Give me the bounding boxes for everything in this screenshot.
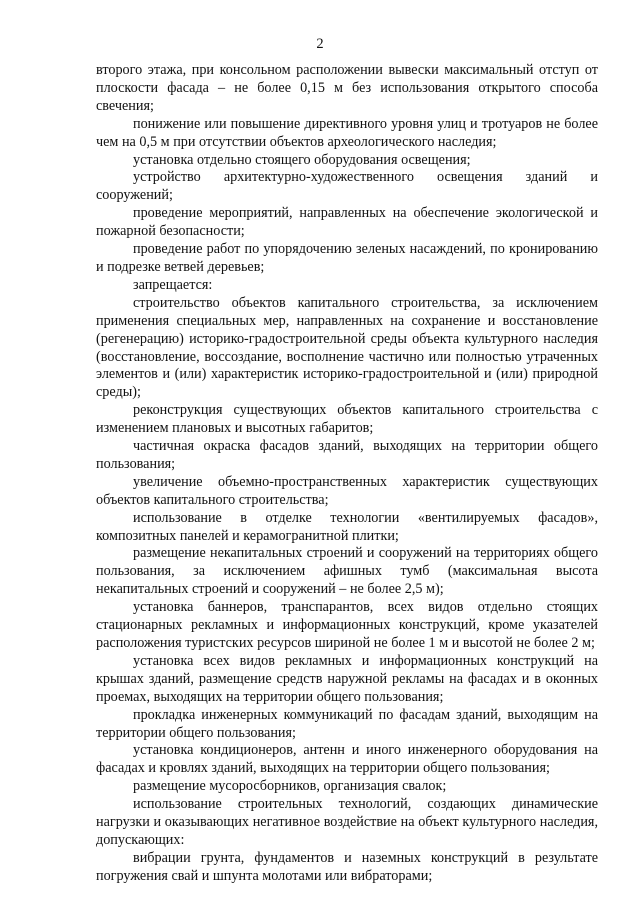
document-body (96, 62, 598, 886)
paragraph-volume-increase: увеличение объемно-пространственных характеристик существующих объектов капитального строительства; (96, 473, 598, 508)
paragraph-utility-lines: прокладка инженерных коммуникаций по фасадам зданий, выходящим на территории общего пользования; (96, 706, 598, 741)
paragraph-street-level: понижение или повышение директивного уровня улиц и тротуаров не более чем на 0,5 м при отсутствии объектов археологического наследия; (96, 115, 598, 150)
paragraph-safety-measures: проведение мероприятий, направленных на обеспечение экологической и пожарной безопасности; (96, 205, 598, 240)
paragraph-reconstruction: реконструкция существующих объектов капитального строительства с изменением плановых и высотных габаритов; (96, 402, 598, 437)
paragraph-facade-painting: частичная окраска фасадов зданий, выходящих на территории общего пользования; (96, 438, 598, 472)
paragraph-construction-technologies: использование строительных технологий, создающих динамические нагрузки и оказывающих негативное воздействие на объект культурного наследия, допускающих: (96, 796, 598, 848)
paragraph-banners: установка баннеров, транспарантов, всех видов отдельно стоящих стационарных рекламных и информационных конструкций, кроме указателей расположения туристских ресурсов шириной не более 1 м и высотой не более 2 м; (96, 599, 598, 651)
paragraph-green-spaces: проведение работ по упорядочению зеленых насаждений, по кронированию и подрезке ветвей деревьев; (96, 241, 598, 275)
paragraph-ventilated-facades: использование в отделке технологии «вентилируемых фасадов», композитных панелей и керамогранитной плитки; (96, 509, 598, 544)
paragraph-continuation: второго этажа, при консольном расположении вывески максимальный отступ от плоскости фасада – не более 0,15 м без использования открытого способа свечения; (96, 62, 598, 114)
paragraph-capital-construction: строительство объектов капитального строительства, за исключением применения специальных мер, направленных на сохранение и восстановление (регенерацию) историко-градостроительной среды объекта культурного наследия (восстановление, воссоздание, восполнение частично или полностью утраченных элементов и (или) характеристик историко-градостроительной и (или) природной среды); (96, 294, 598, 401)
paragraph-architectural-lighting: устройство архитектурно-художественного освещения зданий и сооружений; (96, 169, 598, 204)
page-number: 2 (316, 36, 324, 52)
paragraph-prohibited-heading: запрещается: (133, 276, 213, 293)
paragraph-temporary-structures: размещение некапитальных строений и сооружений на территориях общего пользования, за исключением афишных тумб (максимальная высота некапитальных строений и сооружений – не более 2,5 м); (96, 545, 598, 598)
paragraph-ground-vibration: вибрации грунта, фундаментов и наземных конструкций в результате погружения свай и шпунта молотами или вибраторами; (96, 849, 598, 884)
paragraph-lighting-equipment: установка отдельно стоящего оборудования освещения; (133, 151, 471, 168)
paragraph-air-conditioners: установка кондиционеров, антенн и иного инженерного оборудования на фасадах и кровлях зданий, выходящих на территории общего пользования; (96, 742, 598, 777)
paragraph-waste-bins: размещение мусоросборников, организация свалок; (133, 778, 447, 795)
paragraph-rooftop-ads: установка всех видов рекламных и информационных конструкций на крышах зданий, размещение средств наружной рекламы на фасадах и в оконных проемах, выходящих на территории общего пользования; (96, 652, 598, 705)
